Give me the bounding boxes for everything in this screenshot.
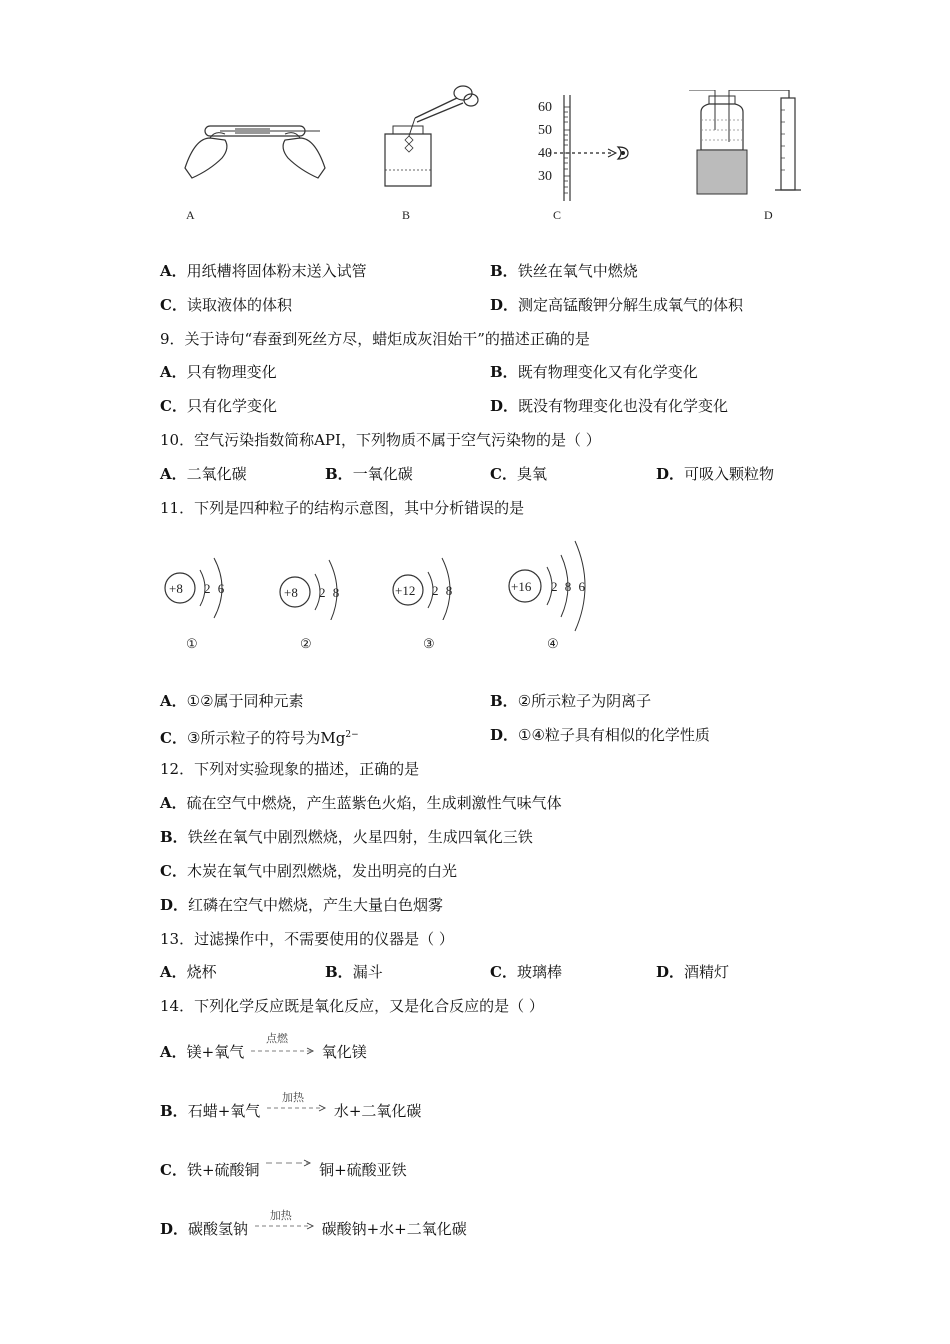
q13-option-a [160,962,217,982]
q12-option-a [160,793,562,813]
q12-option-c [160,861,457,881]
option-letter: A． [160,363,187,381]
q10-stem: 10．空气污染指数简称API，下列物质不属于空气污染物的是（ ） [160,431,601,449]
q10-option-d [656,464,774,484]
products: 铜+硫酸亚铁 [319,1161,407,1179]
option-text: ②所示粒子为阴离子 [517,692,652,710]
option-letter: C． [160,296,187,314]
particle-3-electrons: 2 8 [432,583,455,598]
option-text: 漏斗 [352,963,383,981]
reaction-condition: 点燃 [266,1032,288,1045]
option-text: ①④粒子具有相似的化学性质 [518,726,710,744]
scale-tick-30: 30 [538,169,552,184]
products: 氧化镁 [321,1043,367,1061]
reaction-arrow [265,1091,329,1121]
figure-d-label: D [764,208,773,222]
particle-2-nucleus: +8 [284,585,298,600]
q14-option-b [160,1091,422,1121]
option-text: 铁丝在氧气中燃烧 [517,262,638,280]
option-letter: D． [490,397,519,415]
q12-option-d [160,895,443,915]
option-letter: A． [160,963,187,981]
q14-option-a [160,1032,367,1062]
option-letter: A． [160,1043,187,1061]
q11-option-d [490,725,710,745]
option-letter: C． [160,862,187,880]
q10-option-b [325,464,413,484]
scale-tick-50: 50 [538,123,552,138]
option-text: 可吸入颗粒物 [684,465,775,483]
q12-stem: 12．下列对实验现象的描述，正确的是 [160,760,420,778]
option-text: ①②属于同种元素 [186,692,304,710]
products: 碳酸钠+水+二氧化碳 [321,1220,467,1238]
reactants: 碳酸氢钠 [188,1220,249,1238]
particle-2-electrons: 2 8 [319,585,342,600]
option-text: 二氧化碳 [186,465,247,483]
q11-stem: 11．下列是四种粒子的结构示意图，其中分析错误的是 [160,499,525,517]
q11-option-b [490,691,651,711]
q8-option-b [490,261,638,281]
option-letter: B． [490,692,518,710]
q11-option-c [160,725,359,748]
option-text: 铁丝在氧气中剧烈燃烧，火星四射，生成四氧化三铁 [187,828,533,846]
reaction-arrow [253,1209,317,1239]
option-text: 烧杯 [186,963,217,981]
option-letter: C． [490,963,517,981]
q9-option-a [160,362,277,382]
option-text: 测定高锰酸钾分解生成氧气的体积 [518,296,744,314]
q9-stem: 9．关于诗句“春蚕到死丝方尽，蜡炬成灰泪始干”的描述正确的是 [160,330,590,348]
q9-option-c [160,396,277,416]
q13-stem: 13．过滤操作中，不需要使用的仪器是（ ） [160,930,454,948]
particle-2-label: ② [300,636,312,651]
figure-c-label: C [553,208,562,222]
particle-3-label: ③ [423,636,435,651]
figure-a-test-tube-hands [180,108,330,183]
q13-option-b [325,962,383,982]
option-letter: D． [656,465,685,483]
scale-tick-40: 40 [538,146,552,161]
reactants: 石蜡+氧气 [187,1102,261,1120]
q8-figure-row [170,78,810,228]
option-letter: A． [160,262,187,280]
option-letter: D． [490,296,519,314]
q14-option-d [160,1209,467,1239]
arrow-icon [266,1158,312,1168]
arrow-icon [251,1046,315,1056]
particle-4-label: ④ [547,636,559,651]
option-letter: D． [160,896,189,914]
q14-option-c [160,1160,407,1180]
option-text: 读取液体的体积 [186,296,292,314]
particle-4-nucleus: +16 [511,579,532,594]
particle-3-nucleus: +12 [395,583,416,598]
option-letter: D． [160,1220,189,1238]
q10-option-c [490,464,547,484]
reactants: 镁+氧气 [186,1043,245,1061]
arrow-icon [255,1221,315,1231]
option-text: 酒精灯 [684,963,730,981]
q13-option-c [490,962,562,982]
option-text: 既没有物理变化也没有化学变化 [518,397,729,415]
option-text: ③所示粒子的符号为Mg [186,729,346,747]
option-text: 用纸槽将固体粉末送入试管 [186,262,367,280]
arrow-icon [267,1103,327,1113]
option-text: 红磷在空气中燃烧，产生大量白色烟雾 [188,896,444,914]
option-text: 玻璃棒 [516,963,562,981]
particle-1-nucleus: +8 [169,581,183,596]
particle-1-label: ① [186,636,198,651]
option-text: 既有物理变化又有化学变化 [517,363,698,381]
option-letter: C． [160,729,187,747]
q8-option-a [160,261,367,281]
particle-3-diagram [388,540,478,620]
particle-diagrams [160,535,620,660]
reaction-condition: 加热 [282,1091,305,1104]
figure-a-label: A [186,208,195,222]
q14-stem: 14．下列化学反应既是氧化反应，又是化合反应的是（ ） [160,997,544,1015]
figure-d-gas-collection [685,90,805,198]
scale-tick-60: 60 [538,100,552,115]
q8-option-c [160,295,292,315]
option-letter: D． [490,726,519,744]
option-text: 硫在空气中燃烧，产生蓝紫色火焰，生成刺激性气味气体 [186,794,562,812]
figure-b-iron-wire-bottle [375,78,485,193]
particle-2-diagram [275,540,365,620]
option-text: 只有化学变化 [186,397,277,415]
reaction-condition: 加热 [269,1209,292,1222]
particle-4-electrons: 2 8 6 [551,579,587,594]
q13-option-d [656,962,729,982]
option-letter: B． [490,262,518,280]
reaction-arrow [264,1160,314,1180]
option-letter: B． [325,963,353,981]
option-text: 只有物理变化 [186,363,277,381]
option-letter: A． [160,692,187,710]
reactants: 铁+硫酸铜 [186,1161,260,1179]
option-letter: B． [490,363,518,381]
option-text: 一氧化碳 [352,465,413,483]
particle-1-electrons: 2 6 [204,581,227,596]
reaction-arrow [249,1032,317,1062]
q12-option-b [160,827,533,847]
option-letter: C． [160,397,187,415]
option-letter: B． [325,465,353,483]
q8-option-d [490,295,743,315]
q9-option-d [490,396,728,416]
ion-charge-superscript: 2− [345,730,359,740]
option-letter: D． [656,963,685,981]
option-letter: C． [160,1161,187,1179]
figure-b-label: B [402,208,411,222]
option-letter: B． [160,1102,188,1120]
products: 水+二氧化碳 [333,1102,422,1120]
option-text: 木炭在氧气中剧烈燃烧，发出明亮的白光 [186,862,457,880]
option-letter: B． [160,828,188,846]
particle-1-diagram [160,540,250,620]
option-text: 臭氧 [516,465,547,483]
option-letter: A． [160,794,187,812]
figure-c-graduated-cylinder [530,93,640,203]
q10-option-a [160,464,247,484]
option-letter: A． [160,465,187,483]
q9-option-b [490,362,698,382]
option-letter: C． [490,465,517,483]
q11-option-a [160,691,304,711]
